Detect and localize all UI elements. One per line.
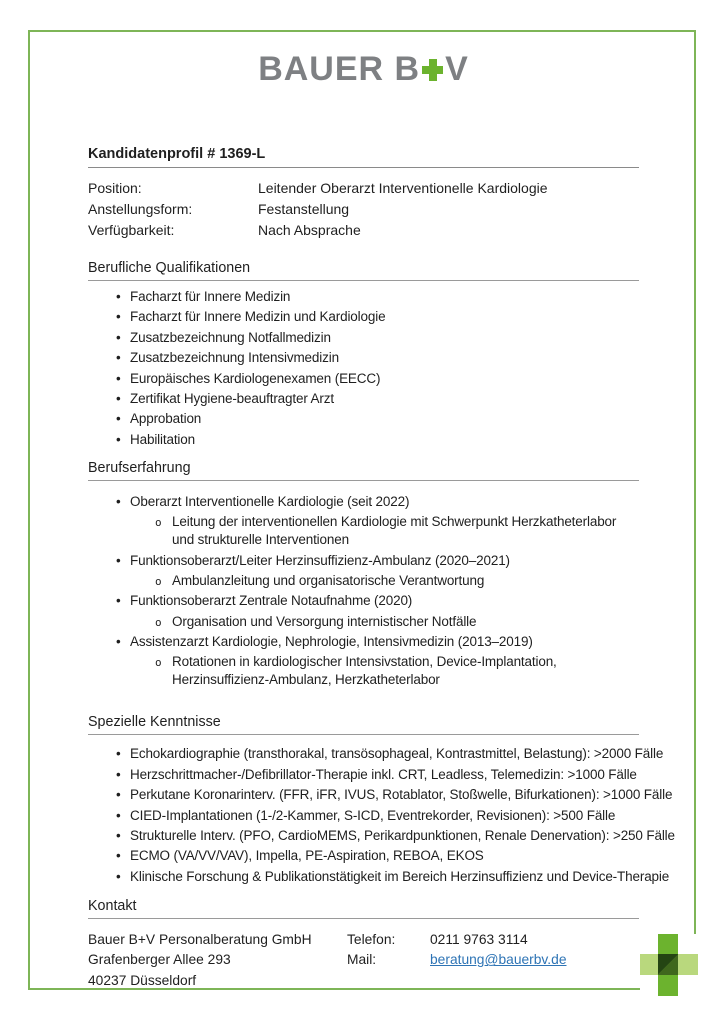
contact-address [88,930,347,992]
skill-item: • CIED-Implantationen (1-/2-Kammer, S-ICD, Eventrekorder, Revisionen): >500 Fälle [88,807,639,825]
qualification-item: • Zusatzbezeichnung Intensivmedizin [88,349,639,367]
section-heading-contact: Kontakt [88,898,639,919]
skill-item: • Strukturelle Interv. (PFO, CardioMEMS, Perikardpunktionen, Renale Denervation): >250 Fälle [88,827,639,845]
experience-item: • Assistenzarzt Kardiologie, Nephrologie, Intensivmedizin (2013–2019) [88,633,639,651]
page-content [88,0,675,991]
experience-item: • Funktionsoberarzt/Leiter Herzinsuffizienz-Ambulanz (2020–2021) [88,552,639,570]
experience-subitem: o Organisation und Versorgung internistischer Notfälle [88,613,639,631]
plus-icon [422,59,443,81]
skill-item: • Perkutane Koronarinterv. (FFR, iFR, IVUS, Rotablator, Stoßwelle, Bifurkationen): >1000 Fälle [88,786,639,804]
field-value: Festanstellung [258,201,350,217]
phone-label: Telefon: [347,931,396,947]
qualification-item: • Europäisches Kardiologenexamen (EECC) [88,370,639,388]
contact-city: 40237 Düsseldorf [88,972,197,988]
logo-text-left: BAUER B [258,50,421,88]
qualification-item: • Approbation [88,410,639,428]
contact-block [88,930,639,992]
profile-field-row [88,178,639,199]
qualification-item: • Facharzt für Innere Medizin und Kardiologie [88,308,639,326]
field-value: Leitender Oberarzt Interventionelle Kardiologie [258,180,548,196]
field-label: Position: [88,180,142,196]
skill-item: • ECMO (VA/VV/VAV), Impella, PE-Aspiration, REBOA, EKOS [88,847,639,865]
field-label: Verfügbarkeit: [88,222,175,238]
section-heading-skills: Spezielle Kenntnisse [88,714,639,735]
contact-street: Grafenberger Allee 293 [88,952,231,968]
cross-icon-overlap [658,954,678,975]
qualification-item: • Habilitation [88,431,639,449]
phone-number: 0211 9763 3114 [430,931,528,947]
skill-item: • Klinische Forschung & Publikationstätigkeit im Bereich Herzinsuffizienz und Device-Therapie [88,868,639,886]
experience-subitem: o Leitung der interventionellen Kardiologie mit Schwerpunkt Herzkatheterlabor und strukturelle Interventionen [88,513,639,549]
skill-item: • Echokardiographie (transthorakal, transösophageal, Kontrastmittel, Belastung): >2000 Fälle [88,745,639,763]
experience-list [88,493,639,690]
experience-subitem: o Ambulanzleitung und organisatorische Verantwortung [88,572,639,590]
contact-labels [347,930,430,992]
field-value: Nach Absprache [258,222,361,238]
qualifications-list [88,288,639,449]
logo-text-right: V [445,50,469,88]
profile-field-row [88,220,639,241]
mail-label: Mail: [347,952,377,968]
field-label: Anstellungsform: [88,201,193,217]
experience-item: • Funktionsoberarzt Zentrale Notaufnahme (2020) [88,592,639,610]
skills-list [88,745,675,885]
company-logo [88,50,639,88]
qualification-item: • Facharzt für Innere Medizin [88,288,639,306]
profile-title: Kandidatenprofil # 1369-L [88,146,639,168]
contact-company: Bauer B+V Personalberatung GmbH [88,931,312,947]
qualification-item: • Zusatzbezeichnung Notfallmedizin [88,329,639,347]
profile-overview [88,178,639,241]
experience-item: • Oberarzt Interventionelle Kardiologie (seit 2022) [88,493,639,511]
contact-values [430,930,639,992]
skill-item: • Herzschrittmacher-/Defibrillator-Therapie inkl. CRT, Leadless, Telemedizin: >1000 Fälle [88,766,639,784]
experience-subitem: o Rotationen in kardiologischer Intensivstation, Device-Implantation, Herzinsuffizienz-Ambulanz, Herzkatheterlabor [88,653,639,689]
page-border-left [28,30,30,990]
email-link[interactable]: beratung@bauerbv.de [430,952,567,968]
qualification-item: • Zertifikat Hygiene-beauftragter Arzt [88,390,639,408]
profile-field-row [88,199,639,220]
section-heading-qualifications: Berufliche Qualifikationen [88,260,639,281]
page-border-right [694,30,696,934]
section-heading-experience: Berufserfahrung [88,460,639,481]
